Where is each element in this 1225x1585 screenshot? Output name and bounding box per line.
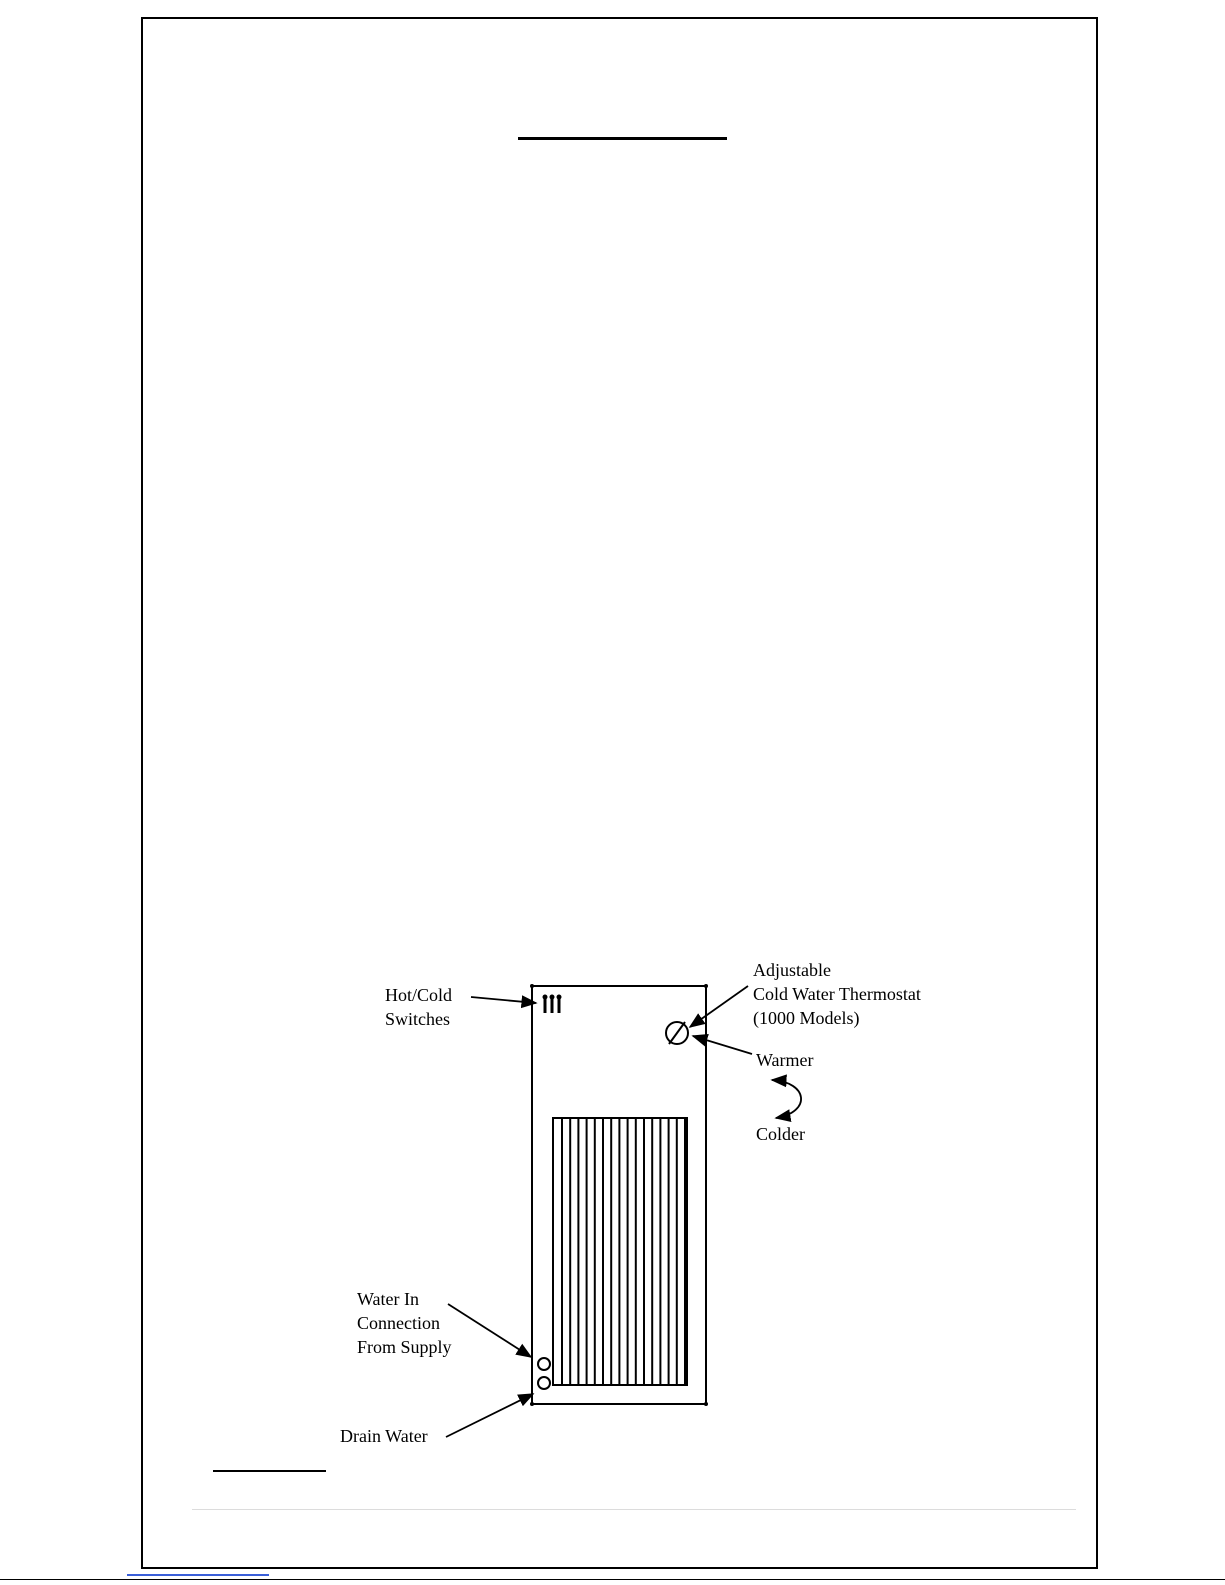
- bottom-link-underline: [127, 1574, 269, 1576]
- warmer-arrow: [693, 1036, 752, 1054]
- footer-divider: [192, 1509, 1076, 1510]
- switches-arrow: [471, 997, 536, 1003]
- hot-cold-switches-label: Hot/Cold Switches: [385, 985, 453, 1029]
- bottom-divider: [0, 1579, 1225, 1580]
- adjust-direction-arrow: [772, 1080, 801, 1118]
- water-in-label: Water In Connection From Supply: [357, 1289, 452, 1357]
- drain-connection-icon: [538, 1377, 550, 1389]
- water-in-arrow: [448, 1304, 531, 1357]
- water-in-connection-icon: [538, 1358, 550, 1370]
- condenser-grille: [553, 1118, 687, 1385]
- drain-water-label: Drain Water: [340, 1426, 428, 1446]
- drain-arrow: [446, 1394, 533, 1437]
- warmer-label: Warmer: [756, 1050, 814, 1070]
- footer-underline: [213, 1470, 326, 1472]
- thermostat-knob-icon: [666, 1022, 688, 1044]
- thermostat-arrow: [690, 986, 748, 1027]
- colder-label: Colder: [756, 1124, 805, 1144]
- thermostat-label: Adjustable Cold Water Thermostat (1000 Models): [753, 960, 921, 1028]
